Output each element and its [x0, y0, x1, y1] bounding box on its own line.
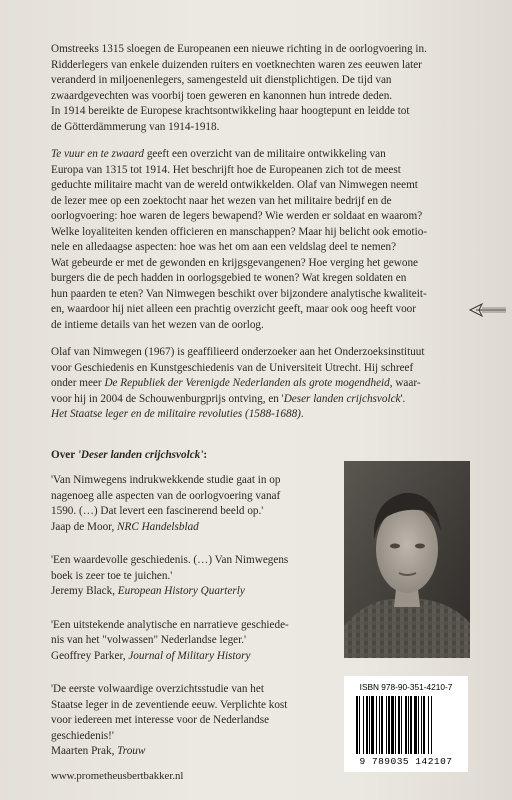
quote-source: Geoffrey Parker, Journal of Military History [51, 649, 251, 662]
quote-source: Maarten Prak, Trouw [51, 745, 146, 757]
blurb [51, 42, 479, 423]
author-photo [344, 461, 470, 658]
publisher-website[interactable]: www.prometheusbertbakker.nl [51, 770, 184, 782]
blurb-paragraph-2: Te vuur en te zwaard geeft een overzicht van de militaire ontwikkeling van Europa van 1315 tot 1914. Het beschrijft hoe de Europeanen zich tot de meest geduchte militaire macht van de wereld ontwikkelden. Olaf van Nimwegen neemt de lezer mee op een zoektocht naar het wezen van het militaire bedrijf en de oorlogvoering: hoe waren de legers bewapend? Wie werden er soldaat en waarom? Welke loyaliteiten kenden officieren en manschappen? Maar hij belicht ook emotio- nele en alledaagse aspecten: hoe was het om aan een veldslag deel te nemen? Wat gebeurde er met de gewonden en krijgsgevangenen? Hoe verging het gewone burgers die de pech hadden in oorlogsgebied te wonen? Wat kregen soldaten en hun paarden te eten? Van Nimwegen beschikt over bijzondere analytische kwaliteit- en, waardoor hij niet alleen een prachtig overzicht geeft, maar ook oog heeft voor de intieme details van het wezen van de oorlog. [51, 148, 428, 331]
author-bio: Olaf van Nimwegen (1967) is geaffilieerd onderzoeker aan het Onderzoeksinstituut voor Geschiedenis en Kunstgeschiedenis van de Universiteit Utrecht. Hij schreef onder meer De Republiek der Verenigde Nederlanden als grote mogendheid, waar- voor hij in 2004 de Schouwenburgprijs ontving, en 'Deser landen crijchsvolck'. Het Staatse leger en de militaire revoluties (1588-1688). [51, 346, 425, 420]
quote-source: Jeremy Black, European History Quarterly [51, 585, 245, 597]
review-quote: 'Een waardevolle geschiedenis. (…) Van Nimwegens boek is zeer toe te juichen.' Jeremy Black, European History Quarterly [51, 553, 341, 600]
book-title: Te vuur en te zwaard [51, 148, 145, 160]
quote-source: Jaap de Moor, NRC Handelsblad [51, 520, 199, 533]
quotes-heading: Over 'Deser landen crijchsvolck': [51, 449, 208, 461]
review-quote: 'Van Nimwegens indrukwekkende studie gaat in op nagenoeg alle aspecten van de oorlogvoering vanaf 1590. (…) Dat levert een fascinerend beeld op.' Jaap de Moor, NRC Handelsblad [51, 473, 341, 535]
review-quote: 'De eerste volwaardige overzichtsstudie van het Staatse leger in de zeventiende eeuw. Verplichte kost voor iedereen met interesse voor de Nederlandse geschiedenis!' Maarten Prak, Trouw [51, 682, 341, 760]
isbn-barcode [344, 676, 468, 772]
review-quote: 'Een uitstekende analytische en narratieve geschiede- nis van het "volwassen" Nederlandse leger.' Geoffrey Parker, Journal of Military History [51, 618, 341, 665]
review-quotes [51, 473, 341, 778]
isbn-label: ISBN 978-90-351-4210-7 [359, 682, 453, 692]
barcode-digits: 9 789035 142107 [359, 756, 453, 767]
arrow-left-icon [468, 300, 508, 320]
barcode-bars [356, 696, 456, 754]
blurb-paragraph-1: Omstreeks 1315 sloegen de Europeanen een nieuwe richting in de oorlogvoering in. Ridderlegers van enkele duizenden ruiters en voetknechten waren zes eeuwen later veranderd in miljoenenlegers, samengesteld uit dienstplichtigen. De tijd van zwaardgevechten was voorbij toen geweren en kanonnen hun intrede deden. In 1914 bereikte de Europese krachtsontwikkeling haar hoogtepunt en leidde tot de Götterdämmerung van 1914-1918. [51, 43, 427, 133]
